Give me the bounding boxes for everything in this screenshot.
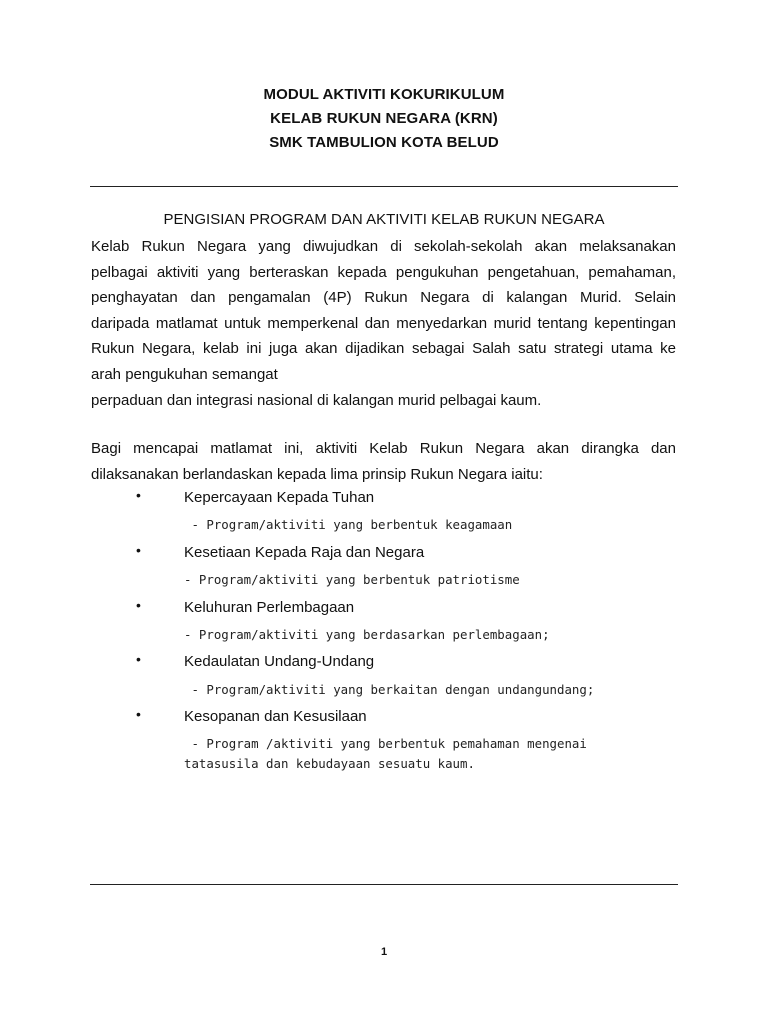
principle-title: Keluhuran Perlembagaan <box>184 599 355 616</box>
document-header <box>0 83 768 155</box>
header-club-line: KELAB RUKUN NEGARA (KRN) <box>270 110 498 127</box>
paragraph-line: Bagi mencapai matlamat ini, aktiviti Kelab Rukun Negara akan dirangka dan <box>91 440 676 457</box>
bullet-icon: • <box>136 651 141 667</box>
principle-title: Kedaulatan Undang-Undang <box>184 653 375 670</box>
bullet-icon: • <box>136 597 141 613</box>
top-divider <box>90 186 678 187</box>
principle-description: - Program/aktiviti yang berkaitan dengan undangundang; <box>184 682 595 697</box>
section-title: PENGISIAN PROGRAM DAN AKTIVITI KELAB RUKUN NEGARA <box>163 211 605 228</box>
header-title-line: MODUL AKTIVITI KOKURIKULUM <box>263 86 505 103</box>
paragraph-line: dilaksanakan berlandaskan kepada lima prinsip Rukun Negara iaitu: <box>91 465 543 483</box>
bullet-icon: • <box>136 487 141 503</box>
principle-title: Kesopanan dan Kesusilaan <box>184 708 367 725</box>
paragraph-line: Rukun Negara, kelab ini juga akan dijadikan sebagai Salah satu strategi utama ke <box>91 340 676 358</box>
page-number: 1 <box>380 946 388 958</box>
bottom-divider <box>90 884 678 885</box>
paragraph-line: arah pengukuhan semangat <box>91 365 278 383</box>
principle-title: Kepercayaan Kepada Tuhan <box>184 489 375 506</box>
principle-title: Kesetiaan Kepada Raja dan Negara <box>184 544 425 561</box>
bullet-icon: • <box>136 542 141 558</box>
header-school-line: SMK TAMBULION KOTA BELUD <box>269 134 499 151</box>
paragraph-line: daripada matlamat untuk memperkenal dan menyedarkan murid tentang kepentingan <box>91 314 676 332</box>
intro-paragraph <box>91 234 676 413</box>
paragraph-line: pelbagai aktiviti yang berteraskan kepada pengukuhan pengetahuan, pemahaman, <box>91 263 676 281</box>
principle-description: - Program/aktiviti yang berbentuk keagamaan <box>184 517 513 532</box>
paragraph-line: Kelab Rukun Negara yang diwujudkan di sekolah-sekolah akan melaksanakan <box>91 238 676 255</box>
principle-description: - Program /aktiviti yang berbentuk pemahaman mengenai tatasusila dan kebudayaan sesuatu kaum. <box>184 736 587 771</box>
paragraph-line: penghayatan dan pengamalan (4P) Rukun Negara di kalangan Murid. Selain <box>91 289 676 307</box>
paragraph-line: perpaduan dan integrasi nasional di kalangan murid pelbagai kaum. <box>91 391 542 409</box>
principle-description: - Program/aktiviti yang berbentuk patriotisme <box>184 572 520 587</box>
principles-intro-paragraph <box>91 436 676 487</box>
principle-description: - Program/aktiviti yang berdasarkan perlembagaan; <box>184 627 550 642</box>
bullet-icon: • <box>136 706 141 722</box>
